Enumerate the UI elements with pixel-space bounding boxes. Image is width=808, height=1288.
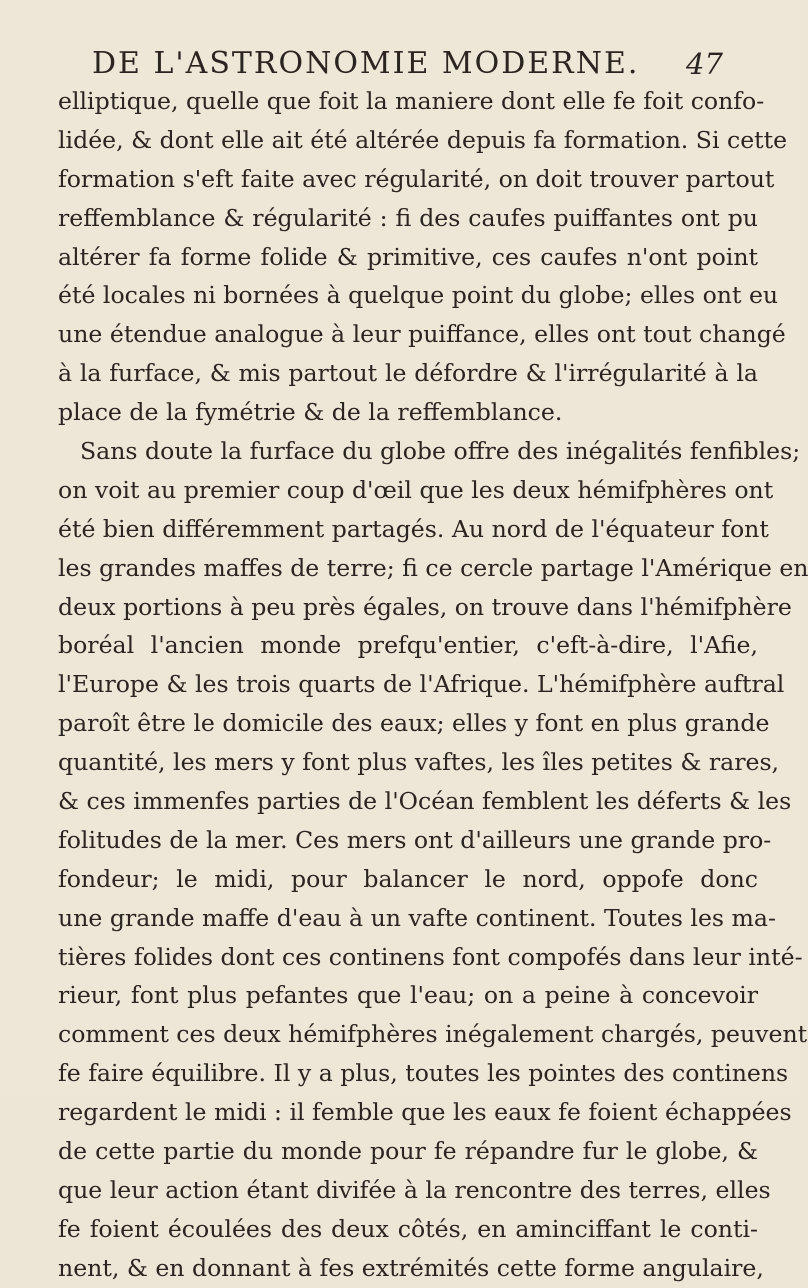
text-line: on voit au premier coup d'œil que les deux hémifphères ont	[58, 475, 774, 504]
text-line: altérer fa forme folide & primitive, ces caufes n'ont point	[58, 242, 758, 271]
text-line: que leur action étant divifée à la rencontre des terres, elles	[58, 1175, 771, 1204]
text-line: & ces immenfes parties de l'Océan femblent les déferts & les	[58, 787, 792, 816]
text-line: formation s'eft faite avec régularité, on doit trouver partout	[58, 164, 775, 193]
text-line: fe faire équilibre. Il y a plus, toutes les pointes des continens	[58, 1059, 789, 1088]
text-line: les grandes maffes de terre; fi ce cercle partage l'Amérique en	[58, 553, 808, 582]
page-number: 47	[686, 47, 723, 81]
text-line: elliptique, quelle que foit la maniere dont elle fe foit confo-	[58, 87, 765, 115]
text-line: quantité, les mers y font plus vaftes, les îles petites & rares,	[58, 748, 780, 777]
text-line: l'Europe & les trois quarts de l'Afrique. L'hémifphère auftral	[58, 670, 785, 699]
text-line: folitudes de la mer. Ces mers ont d'ailleurs une grande pro-	[58, 825, 772, 854]
text-line: comment ces deux hémifphères inégalement chargés, peuvent	[58, 1020, 808, 1049]
paragraph-start-line: Sans doute la furface du globe offre des inégalités fenfibles;	[80, 437, 801, 466]
text-line: deux portions à peu près égales, on trouve dans l'hémifphère	[58, 592, 792, 621]
text-line: paroît être le domicile des eaux; elles y font en plus grande	[58, 709, 770, 738]
text-line: de cette partie du monde pour fe répandre fur le globe, &	[58, 1137, 758, 1166]
text-line: regardent le midi : il femble que les eaux fe foient échappées	[58, 1098, 792, 1127]
text-line: reffemblance & régularité : fi des caufes puiffantes ont pu	[58, 203, 758, 232]
text-line: fondeur; le midi, pour balancer le nord, oppofe donc	[58, 864, 758, 893]
text-line: fe foient écoulées des deux côtés, en aminciffant le conti-	[58, 1214, 758, 1243]
text-line: boréal l'ancien monde prefqu'entier, c'eft-à-dire, l'Afie,	[58, 631, 758, 660]
text-line: nent, & en donnant à fes extrémités cette forme angulaire,	[58, 1253, 764, 1282]
text-line: rieur, font plus pefantes que l'eau; on a peine à concevoir	[58, 981, 758, 1010]
text-line: lidée, & dont elle ait été altérée depuis fa formation. Si cette	[58, 125, 788, 154]
body-text	[58, 82, 808, 1288]
text-line: tières folides dont ces continens font compofés dans leur inté-	[58, 942, 803, 971]
text-line: une grande maffe d'eau à un vafte continent. Toutes les ma-	[58, 903, 776, 932]
text-line: été bien différemment partagés. Au nord de l'équateur font	[58, 514, 769, 543]
text-line: place de la fymétrie & de la reffemblance.	[58, 398, 563, 427]
text-line: une étendue analogue à leur puiffance, elles ont tout changé	[58, 320, 786, 349]
text-line: été locales ni bornées à quelque point du globe; elles ont eu	[58, 281, 779, 310]
page-header	[0, 44, 800, 84]
text-line: à la furface, & mis partout le défordre & l'irrégularité à la	[58, 359, 758, 388]
running-title: DE L'ASTRONOMIE MODERNE.	[92, 46, 640, 81]
